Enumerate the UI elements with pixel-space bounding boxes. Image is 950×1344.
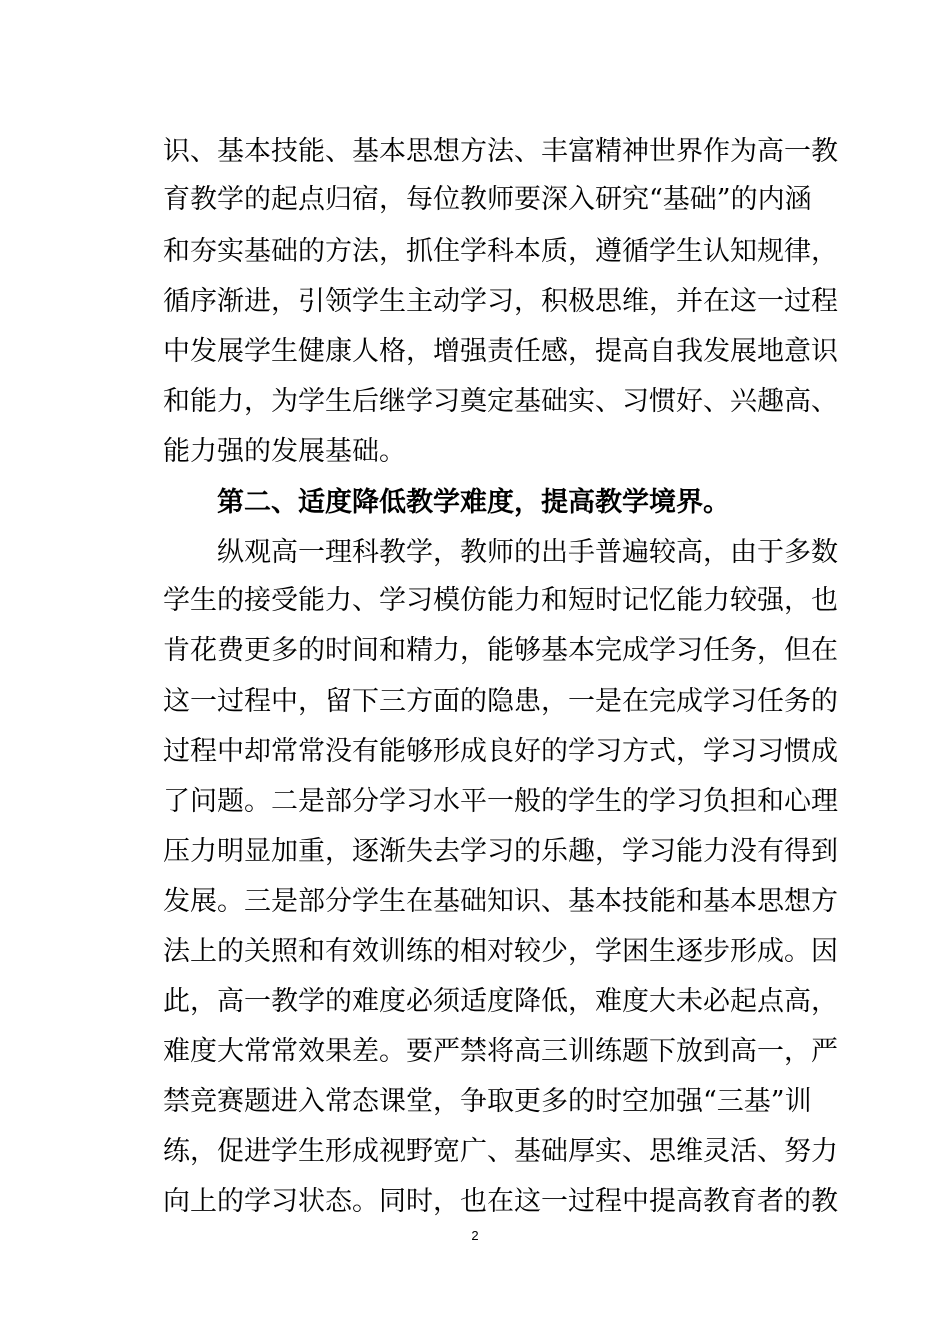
paragraph-line: 向上的学习状态。同时，也在这一过程中提高教育者的教 xyxy=(163,1186,838,1217)
paragraph-line: 了问题。二是部分学习水平一般的学生的学习负担和心理 xyxy=(163,786,838,817)
paragraph-line: 育教学的起点归宿，每位教师要深入研究“基础”的内涵 xyxy=(163,184,812,215)
paragraph-line: 练，促进学生形成视野宽广、基础厚实、思维灵活、努力 xyxy=(163,1136,838,1167)
paragraph-line: 法上的关照和有效训练的相对较少，学困生逐步形成。因 xyxy=(163,936,838,967)
paragraph-line: 发展。三是部分学生在基础知识、基本技能和基本思想方 xyxy=(163,886,838,917)
paragraph-line: 能力强的发展基础。 xyxy=(163,436,406,467)
paragraph-line: 和夯实基础的方法，抓住学科本质，遵循学生认知规律， xyxy=(163,236,838,267)
paragraph-line: 这一过程中，留下三方面的隐患，一是在完成学习任务的 xyxy=(163,686,838,717)
paragraph-line: 学生的接受能力、学习模仿能力和短时记忆能力较强，也 xyxy=(163,585,838,616)
paragraph-line: 禁竞赛题进入常态课堂，争取更多的时空加强“三基”训 xyxy=(163,1086,812,1117)
paragraph-line: 难度大常常效果差。要严禁将高三训练题下放到高一，严 xyxy=(163,1036,838,1067)
paragraph-line: 压力明显加重，逐渐失去学习的乐趣，学习能力没有得到 xyxy=(163,836,838,867)
paragraph-line: 过程中却常常没有能够形成良好的学习方式，学习习惯成 xyxy=(163,736,838,767)
paragraph-line: 纵观高一理科教学，教师的出手普遍较高，由于多数 xyxy=(217,537,838,568)
page-number: 2 xyxy=(471,1228,479,1243)
paragraph-line: 中发展学生健康人格，增强责任感，提高自我发展地意识 xyxy=(163,336,838,367)
section-heading: 第二、适度降低教学难度，提高教学境界。 xyxy=(217,487,730,518)
paragraph-line: 肯花费更多的时间和精力，能够基本完成学习任务，但在 xyxy=(163,635,838,666)
paragraph-line: 和能力，为学生后继学习奠定基础实、习惯好、兴趣高、 xyxy=(163,386,838,417)
paragraph-line: 识、基本技能、基本思想方法、丰富精神世界作为高一教 xyxy=(163,136,838,167)
paragraph-line: 此，高一教学的难度必须适度降低，难度大未必起点高， xyxy=(163,986,838,1017)
paragraph-line: 循序渐进，引领学生主动学习，积极思维，并在这一过程 xyxy=(163,286,838,317)
